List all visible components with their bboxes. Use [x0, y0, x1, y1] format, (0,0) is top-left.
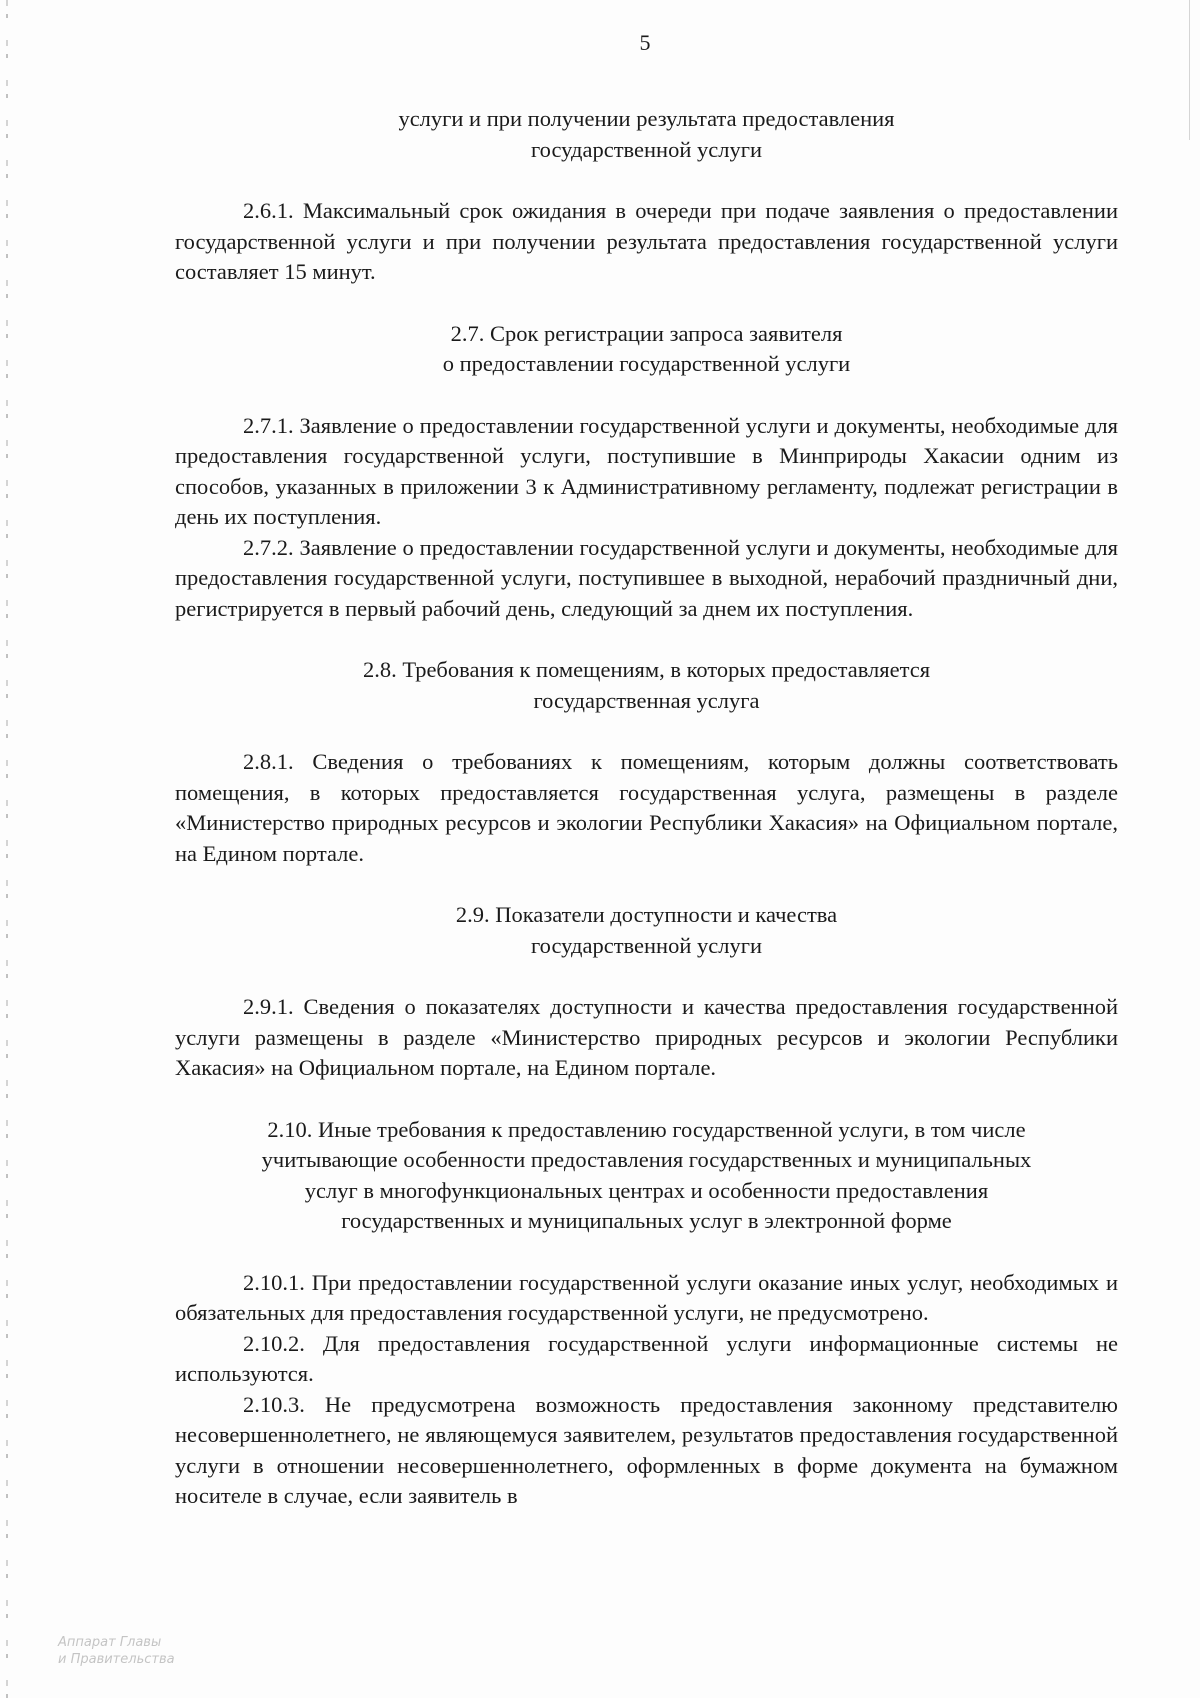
paragraph-2-9-1: 2.9.1. Сведения о показателях доступности и качества предоставления государственной услуги размещены в разделе «Министерство природных ресурсов и экологии Республики Хакасия» на Официальном портале, на Едином портале. — [175, 994, 1118, 1080]
paragraph-2-8-1: 2.8.1. Сведения о требованиях к помещениям, которым должны соответствовать помещения, в которых предоставляется государственная услуга, размещены в разделе «Министерство природных ресурсов и экологии Республики Хакасия» на Официальном портале, на Едином портале. — [175, 749, 1118, 866]
section-heading-2-9 — [175, 900, 1118, 961]
section-heading-continuation — [175, 104, 1118, 165]
heading-line: 2.7. Срок регистрации запроса заявителя — [450, 320, 843, 346]
scan-edge-left — [6, 0, 8, 1698]
section-heading-2-7 — [175, 319, 1118, 380]
heading-line: 2.9. Показатели доступности и качества — [455, 902, 838, 927]
paragraph-2-10-2: 2.10.2. Для предоставления государственной услуги информационные системы не используются. — [175, 1330, 1118, 1386]
section-heading-2-8 — [175, 655, 1118, 716]
paragraph-2-6-1: 2.6.1. Максимальный срок ожидания в очереди при подаче заявления о предоставлении государственной услуги и при получении результата предоставления государственной услуги составляет 15 минут. — [175, 198, 1118, 284]
scan-edge-right — [1189, 0, 1190, 140]
page-number: 5 — [639, 30, 651, 55]
heading-line: учитывающие особенности предоставления государственных и муниципальных — [261, 1147, 1032, 1172]
document-body — [175, 104, 1118, 1512]
paragraph-2-7-2: 2.7.2. Заявление о предоставлении государственной услуги и документы, необходимые для предоставления государственной услуги, поступившее в выходной, нерабочий праздничный дни, регистрируется в первый рабочий день, следующий за днем их поступления. — [175, 534, 1118, 621]
stamp-line: Аппарат Главы — [58, 1635, 162, 1650]
stamp-line: и Правительства — [58, 1652, 175, 1667]
heading-line: государственной услуги — [531, 932, 762, 958]
heading-line: услуги и при получении результата предоставления — [398, 106, 895, 131]
heading-line: о предоставлении государственной услуги — [442, 351, 851, 376]
heading-line: государственной услуги — [531, 136, 762, 162]
heading-line: 2.8. Требования к помещениям, в которых предоставляется — [362, 657, 931, 682]
heading-line: государственных и муниципальных услуг в электронной форме — [341, 1208, 952, 1233]
paragraph-2-10-3: 2.10.3. Не предусмотрена возможность предоставления законному представителю несовершеннолетнего, не являющемуся заявителем, результатов предоставления государственной услуги в отношении несовершеннолетнего, оформленных в форме документа на бумажном носителе в случае, если заявитель в — [175, 1391, 1118, 1508]
section-heading-2-10 — [175, 1115, 1118, 1237]
faded-stamp — [58, 1634, 175, 1668]
heading-line: государственная услуга — [533, 687, 760, 713]
heading-line: услуг в многофункциональных центрах и особенности предоставления — [304, 1177, 989, 1203]
heading-line: 2.10. Иные требования к предоставлению государственной услуги, в том числе — [267, 1116, 1026, 1142]
paragraph-2-10-1: 2.10.1. При предоставлении государственной услуги оказание иных услуг, необходимых и обязательных для предоставления государственной услуги, не предусмотрено. — [175, 1269, 1118, 1325]
paragraph-2-7-1: 2.7.1. Заявление о предоставлении государственной услуги и документы, необходимые для предоставления государственной услуги, поступившие в Минприроды Хакасии одним из способов, указанных в приложении 3 к Административному регламенту, подлежат регистрации в день их поступления. — [175, 412, 1118, 529]
